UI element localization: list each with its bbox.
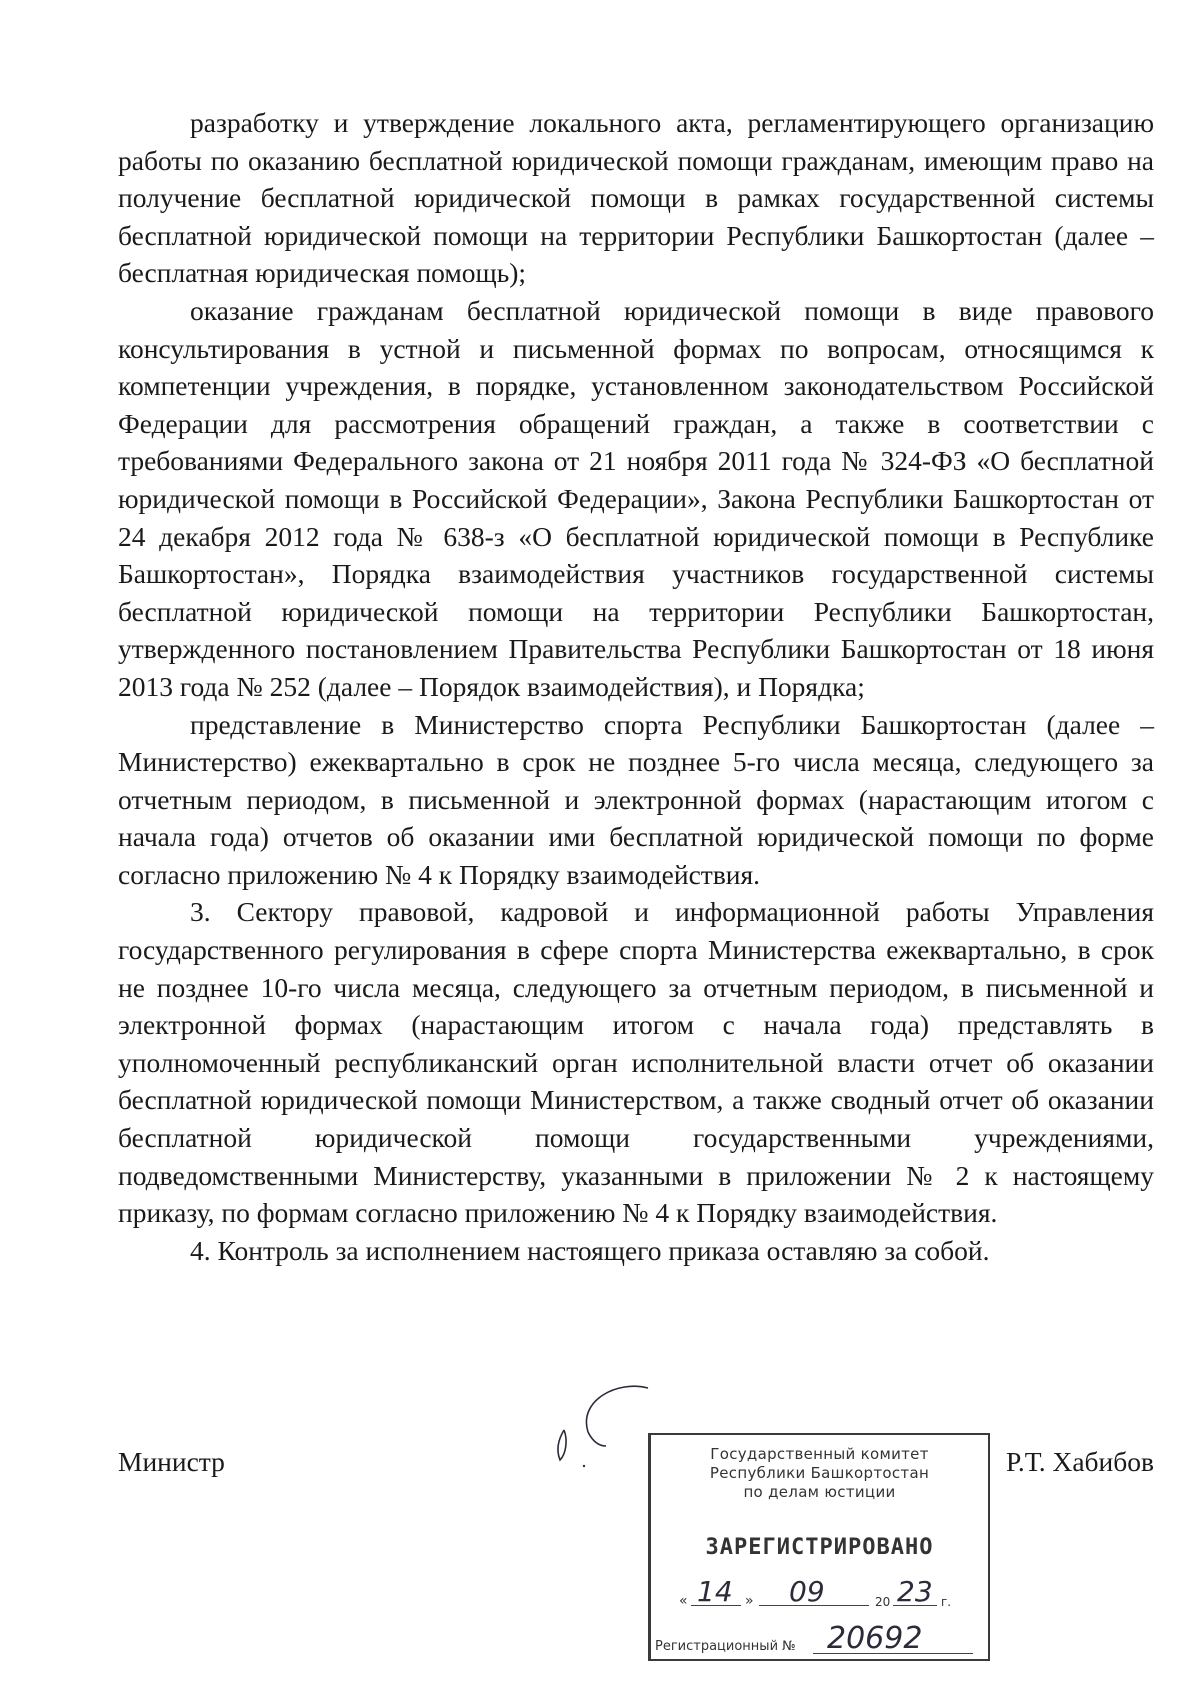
- signatory-name: Р.Т. Хабибов: [1005, 1446, 1154, 1477]
- signature-row: [118, 1446, 1154, 1486]
- stamp-registration: [655, 1621, 985, 1657]
- paragraph-reporting: представление в Министерство спорта Республики Башкортостан (далее – Министерство) ежеквартально в срок не позднее 5-го числа месяца, следующего за отчетным периодом, в письменной и электронной формах (нарастающим итогом с начала года) отчетов об оказании ими бесплатной юридической помощи по форме согласно приложению № 4 к Порядку взаимодействия.: [118, 708, 1154, 890]
- stamp-reg-label: Регистрационный №: [655, 1639, 796, 1654]
- paragraph-item-4: 4. Контроль за исполнением настоящего приказа оставляю за собой.: [190, 1234, 990, 1266]
- stamp-org-line: Государственный комитет: [710, 1445, 929, 1463]
- signatory-position: Министр: [118, 1446, 225, 1477]
- stamp-century: 20: [875, 1595, 891, 1609]
- stamp-date: [679, 1575, 969, 1611]
- stamp-org-line: Республики Башкортостан: [709, 1464, 930, 1482]
- stamp-close-quote: »: [745, 1593, 754, 1609]
- stamp-org-line: по делам юстиции: [743, 1483, 896, 1501]
- stamp-year-suffix: г.: [941, 1595, 952, 1609]
- stamp-year: 23: [897, 1575, 933, 1608]
- stamp-open-quote: «: [679, 1593, 688, 1609]
- stamp-month: 09: [789, 1575, 825, 1608]
- stamp-title: ЗАРЕГИСТРИРОВАНО: [705, 1535, 934, 1560]
- stamp-day: 14: [697, 1575, 733, 1608]
- paragraph-legal-assistance: оказание гражданам бесплатной юридической помощи в виде правового консультирования в устной и письменной формах по вопросам, относящимся к компетенции учреждения, в порядке, установленном законодательством Российской Федерации для рассмотрения обращений граждан, а также в соответствии с требованиями Федерального закона от 21 ноября 2011 года № 324-ФЗ «О бесплатной юридической помощи в Российской Федерации», Закона Республики Башкортостан от 24 декабря 2012 года № 638-з «О бесплатной юридической помощи в Республике Башкортостан», Порядка взаимодействия участников государственной системы бесплатной юридической помощи на территории Республики Башкортостан, утвержденного постановлением Правительства Республики Башкортостан от 18 июня 2013 года № 252 (далее – Порядок взаимодействия), и Порядка;: [118, 294, 1154, 702]
- paragraph-item-3: 3. Сектору правовой, кадровой и информационной работы Управления государственного регулирования в сфере спорта Министерства ежеквартально, в срок не позднее 10-го числа месяца, следующего за отчетным периодом, в письменной и электронной формах (нарастающим итогом с начала года) представлять в уполномоченный республиканский орган исполнительной власти отчет об оказании бесплатной юридической помощи Министерством, а также сводный отчет об оказании бесплатной юридической помощи государственными учреждениями, подведомственными Министерству, указанными в приложении № 2 к настоящему приказу, по формам согласно приложению № 4 к Порядку взаимодействия.: [118, 896, 1154, 1229]
- stamp-reg-number: 20692: [827, 1621, 923, 1656]
- registration-stamp: [648, 1433, 990, 1661]
- document-body: [118, 104, 1154, 1269]
- stamp-organization: [651, 1445, 988, 1502]
- paragraph-local-act: разработку и утверждение локального акта, регламентирующего организацию работы по оказанию бесплатной юридической помощи гражданам, имеющим право на получение бесплатной юридической помощи в рамках государственной системы бесплатной юридической помощи на территории Республики Башкортостан (далее – бесплатная юридическая помощь);: [118, 107, 1154, 289]
